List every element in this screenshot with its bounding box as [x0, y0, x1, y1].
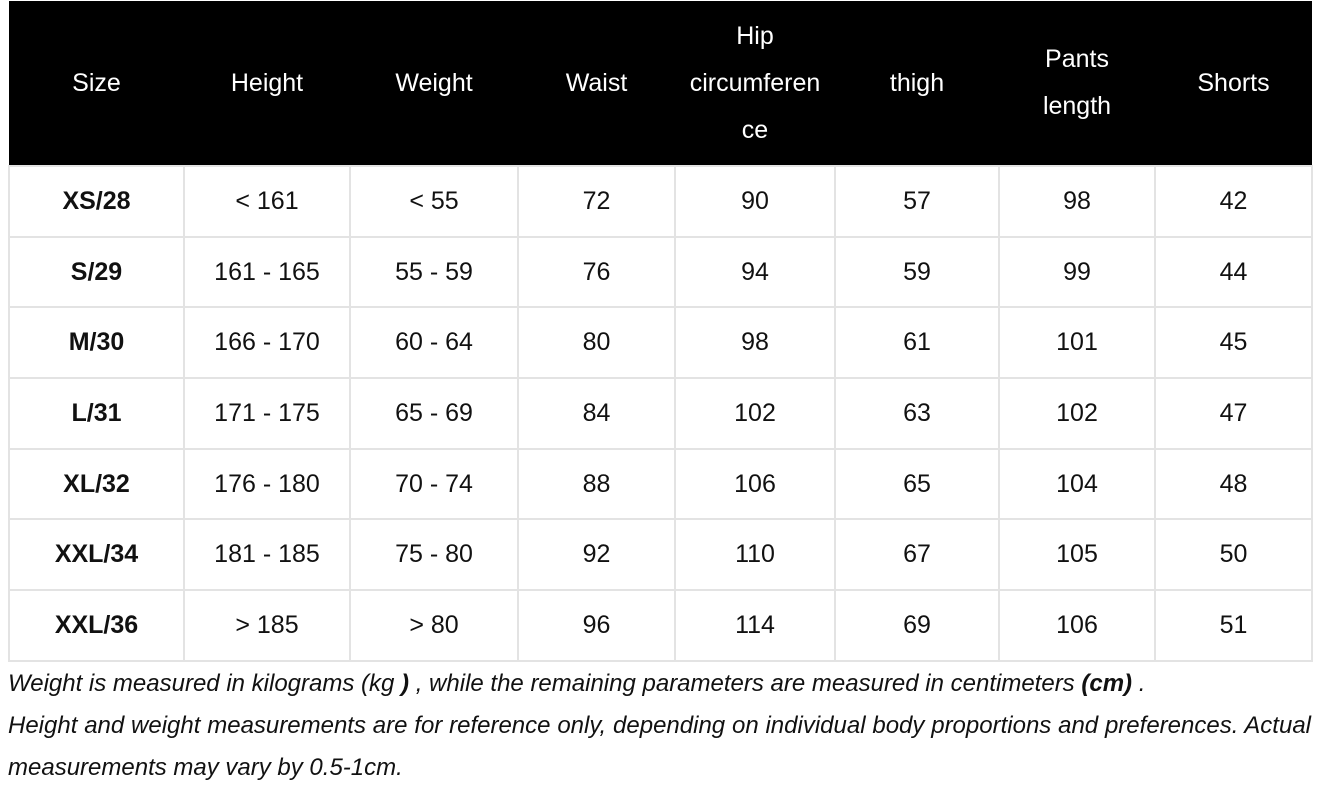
pants-length-cell: 102	[999, 378, 1155, 449]
shorts-cell: 50	[1155, 519, 1312, 590]
thigh-cell: 63	[835, 378, 999, 449]
shorts-cell: 48	[1155, 449, 1312, 520]
hip-cell: 102	[675, 378, 835, 449]
table-row	[9, 378, 1312, 449]
pants-length-cell: 101	[999, 307, 1155, 378]
weight-cell: 60 - 64	[350, 307, 518, 378]
header-row	[9, 1, 1312, 166]
hip-cell: 98	[675, 307, 835, 378]
pants-length-cell: 104	[999, 449, 1155, 520]
table-row	[9, 307, 1312, 378]
hip-cell: 106	[675, 449, 835, 520]
size-cell: XS/28	[9, 166, 184, 237]
waist-cell: 88	[518, 449, 675, 520]
weight-cell: < 55	[350, 166, 518, 237]
units-note: Weight is measured in kilograms (kg ) , while the remaining parameters are measured in centimeters (cm) .	[8, 670, 1146, 697]
waist-cell: 80	[518, 307, 675, 378]
shorts-cell: 42	[1155, 166, 1312, 237]
pants-length-cell: 105	[999, 519, 1155, 590]
hip-cell: 94	[675, 237, 835, 308]
height-cell: 171 - 175	[184, 378, 350, 449]
thigh-cell: 69	[835, 590, 999, 661]
header-height: Height	[184, 1, 350, 166]
height-cell: 181 - 185	[184, 519, 350, 590]
table-body	[9, 166, 1312, 661]
table-row	[9, 590, 1312, 661]
header-pants-length: Pants length	[999, 1, 1155, 166]
weight-cell: 75 - 80	[350, 519, 518, 590]
table-header	[9, 1, 1312, 166]
shorts-cell: 44	[1155, 237, 1312, 308]
weight-cell: 55 - 59	[350, 237, 518, 308]
weight-cell: 65 - 69	[350, 378, 518, 449]
waist-cell: 76	[518, 237, 675, 308]
shorts-cell: 51	[1155, 590, 1312, 661]
hip-cell: 90	[675, 166, 835, 237]
weight-cell: 70 - 74	[350, 449, 518, 520]
waist-cell: 92	[518, 519, 675, 590]
size-chart-table	[8, 1, 1313, 662]
height-cell: < 161	[184, 166, 350, 237]
shorts-cell: 47	[1155, 378, 1312, 449]
pants-length-cell: 99	[999, 237, 1155, 308]
height-cell: 161 - 165	[184, 237, 350, 308]
header-hip-circumference: Hip circumferen ce	[675, 1, 835, 166]
height-cell: 176 - 180	[184, 449, 350, 520]
size-cell: L/31	[9, 378, 184, 449]
weight-cell: > 80	[350, 590, 518, 661]
header-weight: Weight	[350, 1, 518, 166]
thigh-cell: 65	[835, 449, 999, 520]
shorts-cell: 45	[1155, 307, 1312, 378]
header-waist: Waist	[518, 1, 675, 166]
thigh-cell: 67	[835, 519, 999, 590]
measurement-notes	[8, 663, 1311, 789]
disclaimer-note: Height and weight measurements are for reference only, depending on individual body proportions and preferences. Actual measurements may vary by 0.5-1cm.	[8, 712, 1311, 781]
header-thigh: thigh	[835, 1, 999, 166]
thigh-cell: 57	[835, 166, 999, 237]
pants-length-cell: 106	[999, 590, 1155, 661]
size-cell: S/29	[9, 237, 184, 308]
header-shorts: Shorts	[1155, 1, 1312, 166]
height-cell: 166 - 170	[184, 307, 350, 378]
thigh-cell: 59	[835, 237, 999, 308]
thigh-cell: 61	[835, 307, 999, 378]
size-cell: XXL/36	[9, 590, 184, 661]
size-cell: XXL/34	[9, 519, 184, 590]
waist-cell: 84	[518, 378, 675, 449]
table-row	[9, 449, 1312, 520]
waist-cell: 96	[518, 590, 675, 661]
height-cell: > 185	[184, 590, 350, 661]
size-cell: M/30	[9, 307, 184, 378]
hip-cell: 110	[675, 519, 835, 590]
size-cell: XL/32	[9, 449, 184, 520]
table-row	[9, 237, 1312, 308]
header-size: Size	[9, 1, 184, 166]
waist-cell: 72	[518, 166, 675, 237]
table-row	[9, 166, 1312, 237]
table-row	[9, 519, 1312, 590]
hip-cell: 114	[675, 590, 835, 661]
pants-length-cell: 98	[999, 166, 1155, 237]
